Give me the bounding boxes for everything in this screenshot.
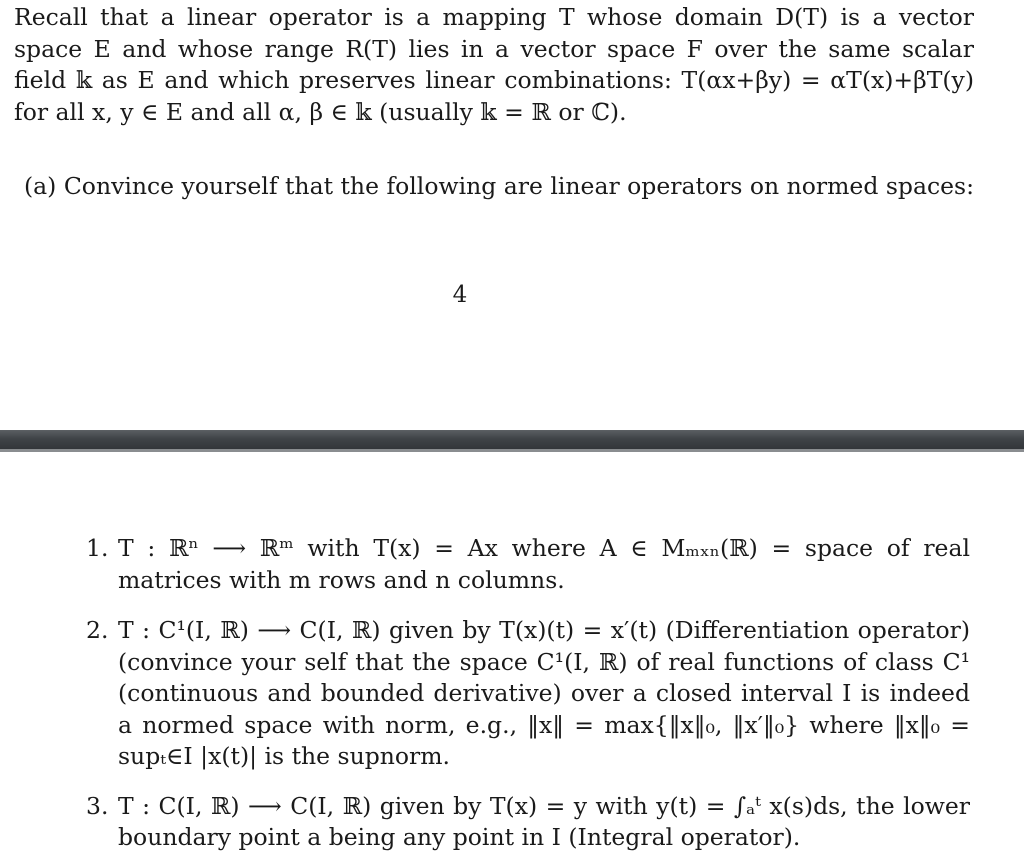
list-item-text: T : C¹(I, ℝ) ⟶ C(I, ℝ) given by T(x)(t) = x′(t) (Differentiation operator) (convince your self that the space C¹(I, ℝ) of real functions of class C¹ (continuous and bounded derivative) over a closed interval I is indeed a normed space with norm, e.g., ‖x‖ = max{‖x‖₀, ‖x′‖₀} where ‖x‖₀ = supₜ∈I |x(t)| is the supnorm. <box>118 616 970 770</box>
part-a-heading: (a) Convince yourself that the following are linear operators on normed spaces: <box>24 172 974 200</box>
list-item-text: T : ℝⁿ ⟶ ℝᵐ with T(x) = Ax where A ∈ Mₘₓₙ(ℝ) = space of real matrices with m rows and n columns. <box>118 534 970 594</box>
list-item-number: 3. <box>86 791 109 820</box>
page-number: 4 <box>452 282 468 308</box>
operator-list <box>0 533 1024 854</box>
page-bottom <box>0 452 1024 859</box>
page-separator <box>0 430 1024 452</box>
list-item <box>0 791 1024 854</box>
list-item <box>0 615 1024 773</box>
list-item-number: 2. <box>86 616 109 644</box>
list-item <box>0 533 1024 596</box>
intro-paragraph: Recall that a linear operator is a mapping T whose domain D(T) is a vector space E and whose range R(T) lies in a vector space F over the same scalar field 𝕜 as E and which preserves linear combinations: T(αx+βy) = αT(x)+βT(y) for all x, y ∈ E and all α, β ∈ 𝕜 (usually 𝕜 = ℝ or ℂ). <box>14 3 974 126</box>
list-item-text: T : C(I, ℝ) ⟶ C(I, ℝ) given by T(x) = y with y(t) = ∫ₐᵗ x(s)ds, the lower boundary point a being any point in I (Integral operator). <box>118 791 970 851</box>
list-item-number: 1. <box>86 534 109 562</box>
